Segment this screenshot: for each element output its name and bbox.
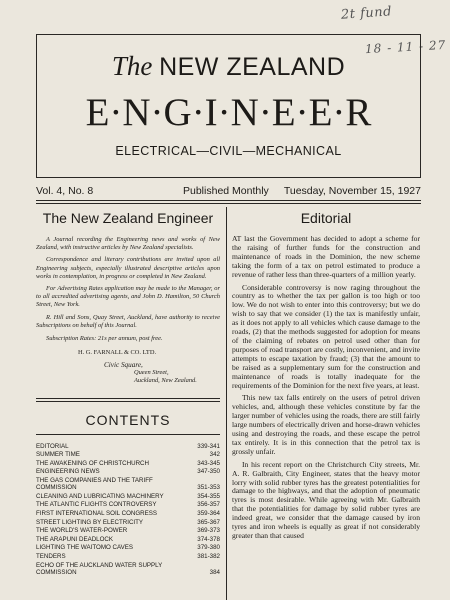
masthead-title-line bbox=[37, 51, 420, 82]
header-rule bbox=[36, 200, 421, 201]
right-column bbox=[232, 207, 420, 541]
contents-heading: CONTENTS bbox=[85, 411, 171, 428]
editorial-paragraph: This new tax falls entirely on the users of petrol driven vehicles, and, although these vehicles constitute by far the larger number of vehicles using the roads, there are still fairly large numbers of electrically driven and horse-drawn vehicles using and destroying the roads, and these escape the petrol tax entirely. It is in this connection that the petrol tax is grossly unfair. bbox=[232, 393, 420, 456]
journal-heading: The New Zealand Engineer bbox=[42, 210, 214, 226]
subscription-rates: Subscription Rates: 21s per annum, post free. bbox=[46, 335, 163, 343]
column-divider bbox=[226, 207, 227, 600]
editorial-heading: Editorial bbox=[300, 210, 352, 226]
masthead-engineer: E·N·G·I·N·E·E·R bbox=[85, 91, 372, 134]
contents-item[interactable]: TENDERS 381-382 bbox=[36, 552, 220, 560]
issue-volume: Vol. 4, No. 8 bbox=[36, 185, 94, 197]
masthead-subtitle: ELECTRICAL—CIVIL—MECHANICAL bbox=[115, 144, 342, 158]
header-rule-thin bbox=[36, 203, 421, 204]
correspondence-note: Correspondence and literary contributions are invited upon all Engineering subjects, especially illustrated descriptive articles upon works in contemplation, in progress or completed in New Zealand. bbox=[36, 256, 220, 280]
contents-item[interactable]: ECHO OF THE AUCKLAND WATER SUPPLY COMMISSION 384 bbox=[36, 561, 220, 576]
contents-item[interactable]: THE WORLD'S WATER-POWER 369-373 bbox=[36, 527, 220, 535]
contents-item[interactable]: FIRST INTERNATIONAL SOIL CONGRESS 359-364 bbox=[36, 510, 220, 518]
contents-rule bbox=[36, 398, 220, 399]
subscription-agent-note: R. Hill and Sons, Quay Street, Auckland, have authority to receive Subscriptions on behalf of this Journal. bbox=[36, 313, 220, 329]
contents-list bbox=[36, 443, 220, 578]
publisher-address-line: Auckland, New Zealand. bbox=[134, 377, 197, 385]
contents-rule-thin bbox=[36, 401, 220, 402]
contents-item[interactable]: THE ATLANTIC FLIGHTS CONTROVERSY 356-357 bbox=[36, 501, 220, 509]
advertising-note: For Advertising Rates application may be made to the Manager, or to all accredited advertising agents, and John D. Hamilton, 50 Church Street, New York. bbox=[36, 285, 220, 309]
issue-date: Tuesday, November 15, 1927 bbox=[283, 185, 421, 197]
contents-item[interactable]: THE ARAPUNI DEADLOCK 374-378 bbox=[36, 535, 220, 543]
handwritten-note: 2t fund bbox=[340, 4, 393, 23]
contents-item[interactable]: THE AWAKENING OF CHRISTCHURCH 343-345 bbox=[36, 459, 220, 467]
publisher-name: H. G. FARNALL & CO. LTD. bbox=[78, 349, 157, 357]
handwritten-date: 18 - 11 - 27 bbox=[364, 37, 447, 57]
left-column bbox=[36, 207, 220, 577]
contents-item[interactable]: THE GAS COMPANIES AND THE TARIFF COMMISSION 351-353 bbox=[36, 477, 220, 492]
contents-item[interactable]: SUMMER TIME 342 bbox=[36, 451, 220, 459]
issue-info-bar bbox=[36, 183, 421, 201]
contents-item[interactable]: STREET LIGHTING BY ELECTRICITY 365-367 bbox=[36, 518, 220, 526]
publisher-address-line: Queen Street, bbox=[134, 369, 169, 377]
issue-frequency: Published Monthly bbox=[183, 185, 269, 197]
editorial-paragraph: Considerable controversy is now raging throughout the country as to whether the tax per gallon is too high or too low. We do not wish to enter into this controversy; but we do wish to say that we consider (1) the tax is manifestly unfair, as it does not apply to all vehicles which cause damage to the roads, (2) that the methods suggested for adoption for means of the claiming of rebates on petrol used other than for purposes of road transport are costly, inconvenient, and invite attempts to escape taxation by fraud; (3) that the amount to be raised as a supplementary sum for the construction and maintenance of roads is totally inadequate for the requirements of the Dominion for the next five years, at least. bbox=[232, 282, 420, 390]
contents-item[interactable]: LIGHTING THE WAITOMO CAVES 379-380 bbox=[36, 544, 220, 552]
editorial-paragraph: AT last the Government has decided to adopt a scheme for the raising of further funds for the construction and maintenance of roads in the Dominion, the new scheme taking the form of a tax on petrol estimated to produce a revenue of rather less than three-quarters of a million yearly. bbox=[232, 234, 420, 279]
contents-item[interactable]: CLEANING AND LUBRICATING MACHINERY 354-355 bbox=[36, 492, 220, 500]
journal-description: A Journal recording the Engineering news and works of New Zealand, with instructive articles by New Zealand specialists. bbox=[36, 236, 220, 252]
editorial-paragraph: In his recent report on the Christchurch City streets, Mr. A. R. Galbraith, City Engineer, states that the heavy motor lorry with solid rubber tyres has the greatest potentialities for damage to the highways, and that the adoption of pneumatic tyres is most desirable. While agreeing with Mr. Galbraith that the potentialities for damage by solid rubber tyres are indeed great, we consider that the damage caused by iron tyres and iron wheels is equally as great if not considerably greater than that caused bbox=[232, 459, 420, 540]
contents-heading-rule bbox=[36, 434, 220, 435]
contents-item[interactable]: EDITORIAL 339-341 bbox=[36, 442, 220, 450]
contents-item[interactable]: ENGINEERING NEWS 347-350 bbox=[36, 468, 220, 476]
masthead-the: The bbox=[111, 51, 153, 81]
masthead-new-zealand: NEW ZEALAND bbox=[159, 53, 346, 81]
publisher-address-line: Civic Square, bbox=[104, 361, 143, 370]
masthead bbox=[36, 34, 421, 178]
